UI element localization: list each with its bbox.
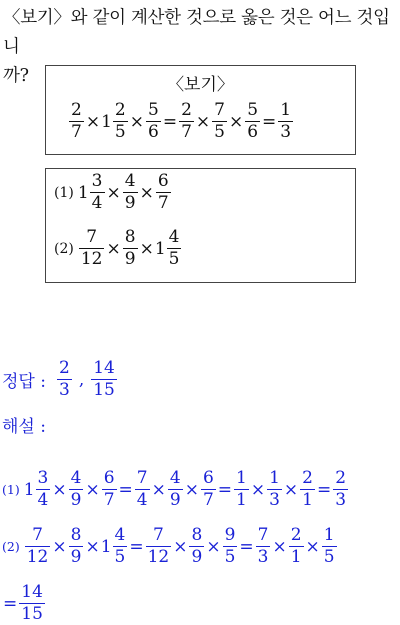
fraction: $\frac{7}{5}$ [214,100,225,142]
fraction: $\frac{8}{9}$ [70,525,82,567]
times-sign: × [106,238,121,259]
fraction: $\frac{4}{9}$ [70,468,82,510]
times-sign: × [283,479,299,500]
question-line-1: 〈보기〉와 같이 계산한 것으로 옳은 것은 어느 것입니 [3,8,390,57]
times-sign: × [228,111,244,132]
equals-sign: = [239,536,254,557]
fraction: $\frac{6}{7}$ [103,468,115,510]
fraction: $\frac{7}{4}$ [136,468,148,510]
choice-2[interactable] [54,229,182,268]
question-line-2: 까? [3,66,29,86]
fraction: $\frac{2}{5}$ [114,100,126,142]
times-sign: × [139,182,154,203]
equals-sign: = [129,536,144,557]
whole-number: 1 [101,111,112,132]
times-sign: × [250,479,266,500]
explanation-line-3 [2,584,46,623]
fraction: $\frac{6}{7}$ [157,171,169,213]
fraction: $\frac{4}{5}$ [114,525,126,567]
times-sign: × [106,182,121,203]
fraction: $\frac{8}{9}$ [124,227,136,269]
fraction: $\frac{7}{12}$ [147,525,170,567]
equals-sign: = [162,111,178,132]
example-box [45,65,356,155]
fraction: $\frac{2}{3}$ [335,468,347,510]
explanation-item-label: (1) [2,482,20,497]
fraction: $\frac{7}{3}$ [257,525,269,567]
whole-number: 1 [23,479,35,500]
fraction: $\frac{3}{4}$ [91,171,103,213]
fraction: $\frac{1}{1}$ [236,468,247,510]
answer-fraction: $\frac{2}{3}$ [58,358,70,400]
example-box-title: 〈보기〉 [167,75,234,95]
explanation-line-1 [2,470,349,509]
explanation-line-2 [2,527,338,566]
times-sign: × [129,111,144,132]
fraction: $\frac{4}{9}$ [169,468,181,510]
choices-box [45,168,356,283]
times-sign: × [305,536,320,557]
fraction: $\frac{5}{6}$ [147,100,159,142]
fraction: $\frac{7}{12}$ [26,525,49,567]
example-equation [68,102,294,141]
times-sign: × [151,479,166,500]
fraction: $\frac{4}{5}$ [168,227,180,269]
equals-sign: = [3,593,18,614]
fraction: $\frac{2}{1}$ [290,525,302,567]
times-sign: × [139,238,154,259]
answer-label: 정답 : [2,372,46,392]
whole-number: 1 [77,182,89,203]
times-sign: × [184,479,199,500]
choice-label: (1) [54,184,74,201]
fraction: $\frac{5}{6}$ [247,100,259,142]
fraction: $\frac{6}{7}$ [202,468,214,510]
equals-sign: = [317,479,332,500]
fraction: $\frac{2}{7}$ [71,100,82,142]
fraction: $\frac{3}{4}$ [37,468,49,510]
times-sign: × [85,536,100,557]
fraction: $\frac{14}{15}$ [21,582,43,624]
fraction: $\frac{2}{7}$ [181,100,192,142]
times-sign: × [85,111,101,132]
answer-separator: , [78,369,85,390]
explanation-label: 해설 : [2,417,46,437]
choice-label: (2) [54,240,74,257]
answer-row [2,360,118,399]
times-sign: × [206,536,221,557]
equals-sign: = [118,479,133,500]
fraction: $\frac{8}{9}$ [191,525,203,567]
fraction: $\frac{9}{5}$ [224,525,236,567]
times-sign: × [85,479,100,500]
equals-sign: = [262,111,277,132]
fraction: $\frac{2}{1}$ [302,468,313,510]
explanation-item-label: (2) [2,539,20,554]
fraction: $\frac{1}{3}$ [280,100,292,142]
times-sign: × [173,536,188,557]
fraction: $\frac{7}{12}$ [80,227,103,269]
answer-fraction: $\frac{14}{15}$ [93,358,115,400]
whole-number: 1 [100,536,112,557]
times-sign: × [272,536,287,557]
times-sign: × [195,111,211,132]
fraction: $\frac{4}{9}$ [124,171,136,213]
times-sign: × [52,536,67,557]
fraction: $\frac{1}{5}$ [323,525,335,567]
equals-sign: = [217,479,233,500]
whole-number: 1 [154,238,166,259]
times-sign: × [52,479,67,500]
choice-1[interactable] [54,173,172,212]
fraction: $\frac{1}{3}$ [269,468,280,510]
